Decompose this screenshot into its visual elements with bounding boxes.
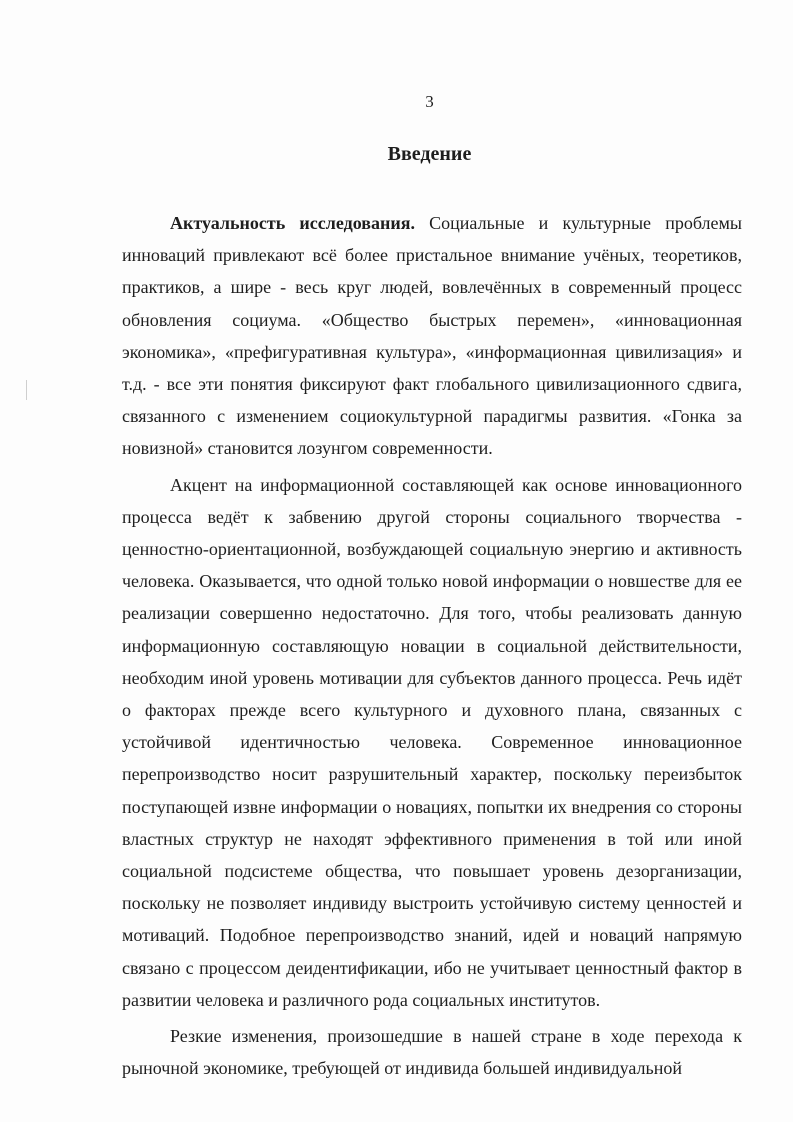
page-number: 3 [425, 92, 434, 111]
page-title: Введение [387, 143, 472, 165]
document-body [122, 207, 742, 1084]
scan-artifact [26, 380, 27, 400]
paragraph-text: Резкие изменения, произошедшие в нашей стране в ходе перехода к рыночной экономике, требующей от индивида большей индивидуальной [122, 1026, 742, 1079]
paragraph-text: Акцент на информационной составляющей как основе инновационного процесса ведёт к забвению другой стороны социального творчества - ценностно-ориентационной, возбуждающей социальную энергию и активность человека. Оказывается, что одной только новой информации о новшестве для ее реализации совершенно недостаточно. Для того, чтобы реализовать данную информационную составляющую новации в социальной действительности, необходим иной уровень мотивации для субъектов данного процесса. Речь идёт о факторах прежде всего культурного и духовного плана, связанных с устойчивой идентичностью человека. Современное инновационное перепроизводство носит разрушительный характер, поскольку переизбыток поступающей извне информации о новациях, попытки их внедрения со стороны властных структур не находят эффективного применения в той или иной социальной подсистеме общества, что повышает уровень дезорганизации, поскольку не позволяет индивиду выстроить устойчивую систему ценностей и мотиваций. Подобное перепроизводство знаний, идей и новаций напрямую связано с процессом деидентификации, ибо не учитывает ценностный фактор в развитии человека и различного рода социальных институтов. [122, 474, 742, 1010]
paragraph-sharp-changes [122, 1020, 742, 1084]
paragraph-lead: Актуальность исследования. [170, 213, 415, 233]
paragraph-text: Социальные и культурные проблемы инноваций привлекают всё более пристальное внимание учёных, теоретиков, практиков, а шире - весь круг людей, вовлечённых в современный процесс обновления социума. «Общество быстрых перемен», «инновационная экономика», «префигуративная культура», «информационная цивилизация» и т.д. - все эти понятия фиксируют факт глобального цивилизационного сдвига, связанного с изменением социокультурной парадигмы развития. «Гонка за новизной» становится лозунгом современности. [122, 213, 743, 459]
paragraph-information-focus [122, 469, 742, 1016]
paragraph-relevance [122, 207, 742, 465]
